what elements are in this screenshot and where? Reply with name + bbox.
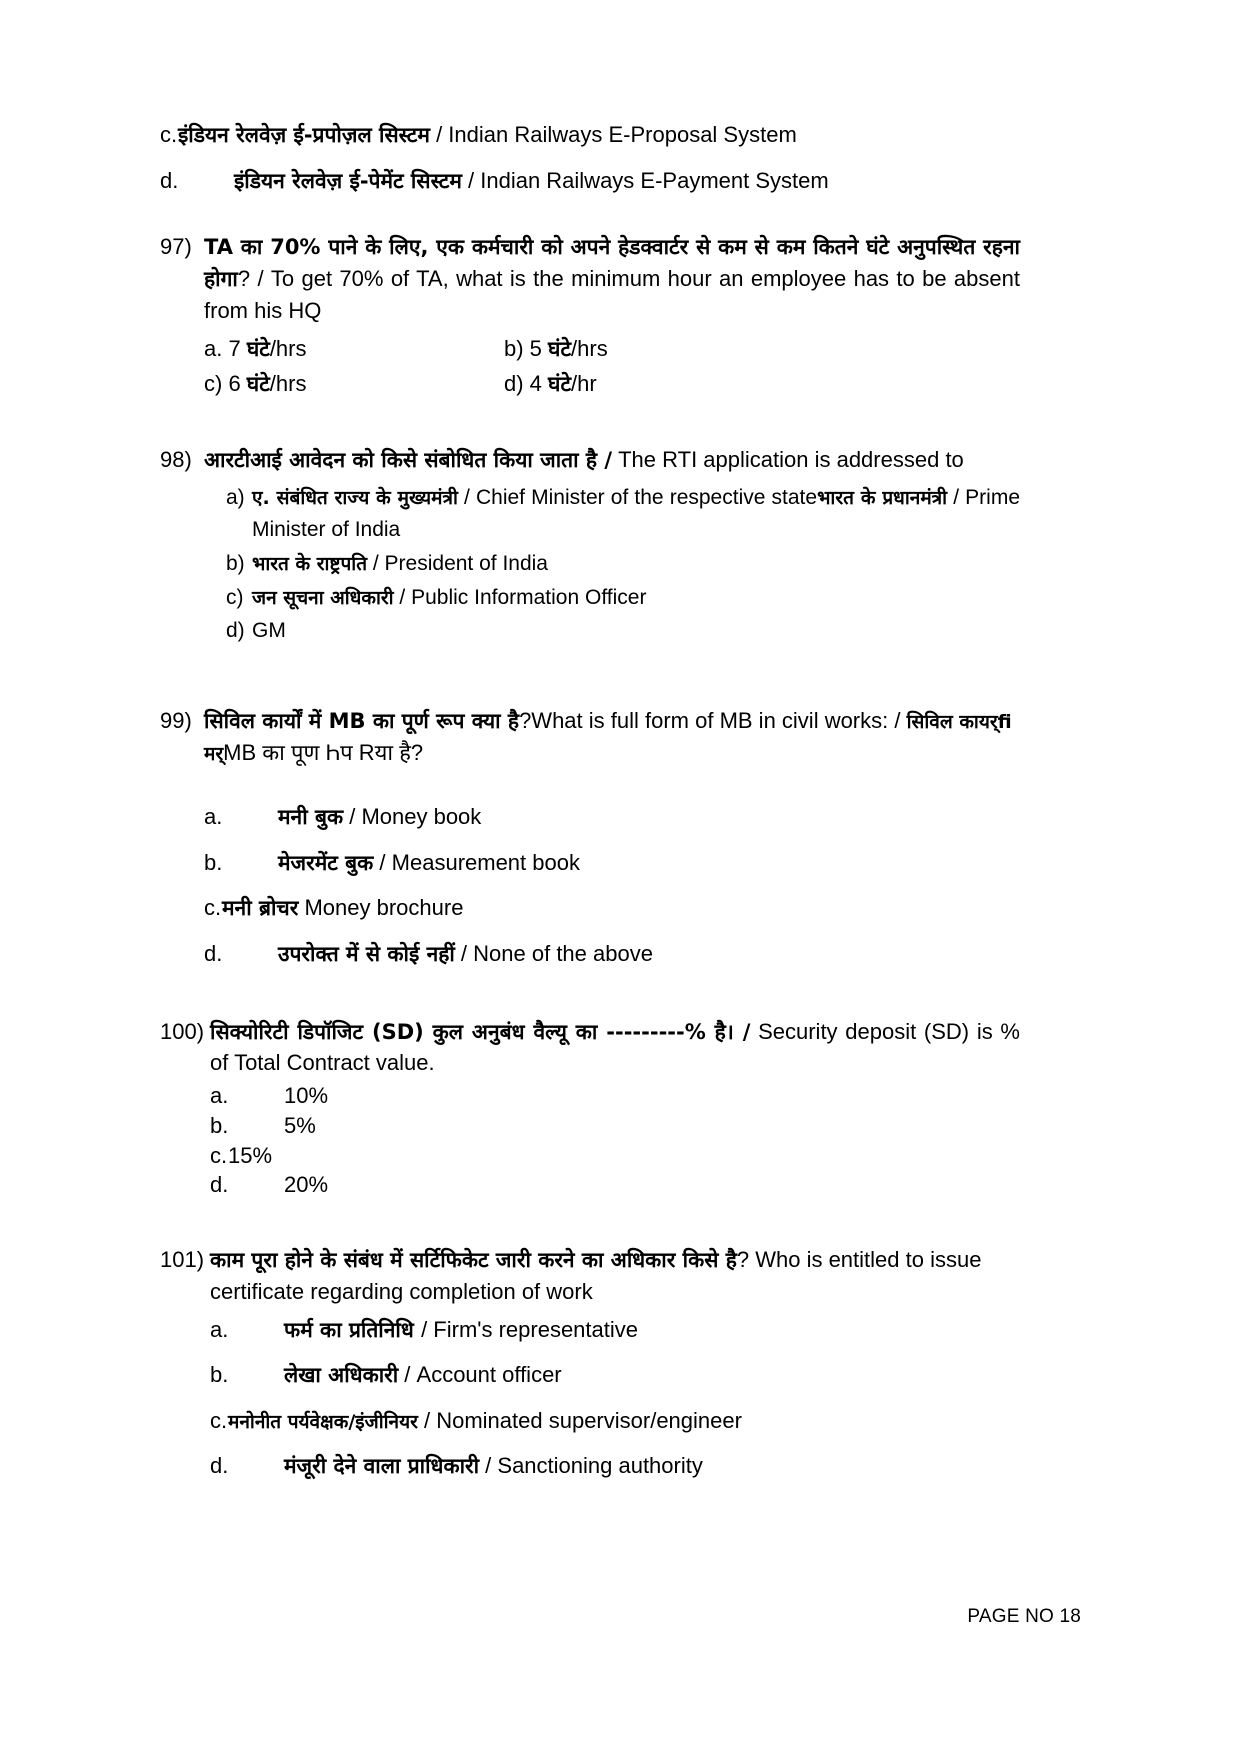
- option-english: 10%: [284, 1083, 329, 1109]
- carryover-options: [160, 118, 1020, 197]
- question-stem-english: ? Who is entitled to issue certificate regarding completion of work: [210, 1247, 982, 1304]
- list-item: [210, 1312, 1020, 1348]
- question-stem: [210, 1244, 1020, 1308]
- question-number: 99): [160, 708, 192, 734]
- option-label: d.: [160, 167, 179, 193]
- list-item: [204, 936, 1020, 972]
- question-body: [204, 231, 1020, 402]
- question-stem-english: ? / To get 70% of TA, what is the minimum hour an employee has to be absent from his HQ: [204, 265, 1020, 323]
- option-label: c.: [204, 895, 222, 921]
- question-99: [160, 705, 1020, 971]
- list-item: [226, 548, 1020, 580]
- option-text: [252, 482, 1020, 546]
- option-separator: /: [421, 1316, 434, 1342]
- option-hindi: घंटे: [548, 336, 572, 361]
- option-english: Money book: [361, 804, 482, 830]
- option-english: GM: [252, 619, 286, 643]
- list-item: [210, 1081, 1020, 1111]
- option-hindi: घंटे: [246, 372, 270, 397]
- option-text: [222, 890, 1020, 926]
- option-label: b): [226, 551, 245, 575]
- question-stem-garbled-b: MB का पूण Һप Rया है?: [223, 740, 424, 766]
- option-label: a.: [210, 1083, 229, 1109]
- list-item: [210, 1111, 1020, 1141]
- option-english-2: / Prime Minister of India: [252, 485, 1021, 541]
- option-english: / President of India: [367, 551, 548, 575]
- question-101: [160, 1244, 1020, 1484]
- question-stem-garbled-a: सिविल कायर्fi मर्: [204, 711, 1012, 766]
- option-hindi: उपरोक्त में से कोई नहीं: [278, 941, 455, 966]
- option-english: 5%: [284, 1112, 316, 1138]
- answer-options: [204, 482, 1020, 648]
- option-text: [278, 845, 1020, 881]
- option-separator: /: [373, 849, 392, 875]
- list-item: [226, 482, 1020, 546]
- option-hindi: घंटे: [548, 372, 572, 397]
- option-hindi: इंडियन रेलवेज़ ई-प्रपोज़ल सिस्टम: [178, 123, 430, 147]
- question-stem-hindi: TA का 70% पाने के लिए, एक कर्मचारी को अपने हेडक्वार्टर से कम से कम कितने घंटे अनुपस्थित रहना होगा: [204, 235, 1020, 291]
- option-hindi: मनी ब्रोचर: [222, 896, 299, 921]
- list-item: [226, 615, 1020, 647]
- option-text: [284, 1357, 1020, 1393]
- option-separator: /: [429, 122, 449, 147]
- answer-options: [210, 1312, 1020, 1484]
- question-stem-hindi: आरटीआई आवेदन को किसे संबोधित किया जाता है /: [204, 447, 612, 472]
- option-text: [252, 615, 1020, 647]
- answer-options: [204, 799, 1020, 971]
- option-label: c.: [210, 1408, 228, 1433]
- option-english: Money brochure: [304, 895, 464, 921]
- question-stem-english: The RTI application is addressed to: [612, 446, 964, 472]
- option-text: [252, 548, 1020, 580]
- question-body: [204, 444, 1020, 649]
- option-english: / Chief Minister of the respective state: [457, 485, 818, 509]
- option-english: /hrs: [269, 371, 307, 397]
- option-separator: /: [479, 1453, 498, 1479]
- option-hindi: ए. संबंधित राज्य के मुख्यमंत्री: [252, 486, 458, 509]
- option-text: [228, 1403, 1020, 1438]
- option-english: Indian Railways E-Proposal System: [448, 122, 797, 147]
- option-english: Nominated supervisor/engineer: [436, 1408, 742, 1433]
- option-a: [204, 331, 504, 367]
- option-hindi: फर्म का प्रतिनिधि: [284, 1317, 422, 1342]
- option-text: [178, 118, 1020, 152]
- option-label: a. 7: [204, 335, 247, 361]
- question-stem-hindi: काम पूरा होने के संबंध में सर्टिफिकेट जारी करने का अधिकार किसे है: [210, 1248, 737, 1273]
- option-label: c): [226, 585, 244, 609]
- option-label: a.: [204, 804, 223, 830]
- option-label: d.: [204, 940, 223, 966]
- option-separator: /: [343, 804, 362, 830]
- question-body: [210, 1244, 1020, 1484]
- list-item: [160, 164, 1020, 198]
- option-english: 20%: [284, 1172, 329, 1198]
- question-98: [160, 444, 1020, 649]
- option-label: c.: [160, 122, 178, 147]
- option-hindi: मनोनीत पर्यवेक्षक/इंजीनियर: [228, 1411, 418, 1433]
- option-hindi: मेजरमेंट बुक: [278, 850, 374, 875]
- list-item: [204, 799, 1020, 835]
- option-hindi: इंडियन रेलवेज़ ई-पेमेंट सिस्टम: [234, 168, 462, 193]
- answer-options: [210, 1081, 1020, 1200]
- answer-row: [204, 331, 1020, 367]
- question-stem-english: Security deposit (SD) is % of Total Contract value.: [210, 1018, 1020, 1076]
- option-hindi: मनी बुक: [278, 805, 344, 830]
- option-label: a): [226, 485, 245, 509]
- option-hindi: मंजूरी देने वाला प्राधिकारी: [284, 1454, 480, 1479]
- option-hindi: घंटे: [246, 336, 270, 361]
- option-text: [284, 1448, 1020, 1484]
- option-english: Sanctioning authority: [497, 1453, 703, 1479]
- question-body: [204, 705, 1020, 971]
- list-item: [204, 845, 1020, 881]
- option-hindi-2: भारत के प्रधानमंत्री: [817, 486, 948, 509]
- option-separator: /: [417, 1408, 437, 1433]
- option-english: /hr: [571, 371, 597, 397]
- question-100: [160, 1016, 1020, 1201]
- question-stem: [210, 1016, 1020, 1080]
- option-label: d): [226, 619, 245, 643]
- question-stem-hindi: सिविल कार्यों में MB का पूर्ण रूप क्या है: [204, 709, 520, 734]
- option-english: / Public Information Officer: [393, 585, 647, 609]
- option-separator: /: [461, 167, 481, 193]
- list-item: [210, 1448, 1020, 1484]
- option-english: Firm's representative: [433, 1316, 638, 1342]
- option-label: b) 5: [504, 335, 549, 361]
- list-item: [160, 118, 1020, 152]
- question-stem-english: ?What is full form of MB in civil works: /: [519, 708, 907, 734]
- option-text: [284, 1312, 1020, 1348]
- option-text: [278, 936, 1020, 972]
- option-english: None of the above: [473, 940, 653, 966]
- option-label: d.: [210, 1172, 229, 1198]
- list-item: [210, 1357, 1020, 1393]
- option-english: /hrs: [269, 335, 307, 361]
- option-label: a.: [210, 1316, 229, 1342]
- option-separator: /: [398, 1362, 417, 1388]
- option-b: [504, 331, 1020, 367]
- option-d: [504, 366, 1020, 402]
- page-footer: PAGE NO 18: [967, 1606, 1081, 1627]
- question-stem: [204, 231, 1020, 327]
- page-content: [160, 118, 1020, 1484]
- option-c: [204, 366, 504, 402]
- option-text: [252, 582, 1020, 614]
- option-english: Measurement book: [391, 849, 580, 875]
- option-label: d.: [210, 1453, 229, 1479]
- option-label: c.: [210, 1142, 228, 1168]
- question-stem: [204, 705, 1020, 769]
- option-separator: /: [454, 940, 474, 966]
- option-hindi: जन सूचना अधिकारी: [252, 586, 394, 609]
- question-number: 97): [160, 234, 192, 259]
- question-stem: [204, 444, 1020, 476]
- option-english: Indian Railways E-Payment System: [480, 167, 829, 193]
- option-label: b.: [210, 1362, 229, 1388]
- option-text: [234, 164, 1020, 198]
- answer-options: [204, 331, 1020, 402]
- question-number: 100): [160, 1018, 205, 1044]
- option-text: [278, 799, 1020, 835]
- question-stem-hindi: सिक्योरिटी डिपॉजिट (SD) कुल अनुबंध वैल्यू का ---------% है। /: [210, 1019, 751, 1044]
- list-item: [210, 1141, 1020, 1171]
- option-english: 15%: [228, 1142, 273, 1168]
- list-item: [226, 582, 1020, 614]
- list-item: [204, 890, 1020, 926]
- option-hindi: भारत के राष्ट्रपति: [252, 552, 368, 575]
- question-number: 98): [160, 446, 192, 472]
- option-label: d) 4: [504, 371, 549, 397]
- option-label: b.: [210, 1112, 229, 1138]
- option-english: Account officer: [416, 1362, 562, 1388]
- question-body: [210, 1016, 1020, 1201]
- answer-row: [204, 366, 1020, 402]
- option-label: c) 6: [204, 371, 247, 397]
- question-97: [160, 231, 1020, 402]
- option-label: b.: [204, 849, 223, 875]
- option-hindi: लेखा अधिकारी: [284, 1363, 399, 1388]
- option-english: /hrs: [571, 335, 608, 361]
- list-item: [210, 1170, 1020, 1200]
- question-number: 101): [160, 1247, 205, 1273]
- list-item: [210, 1403, 1020, 1438]
